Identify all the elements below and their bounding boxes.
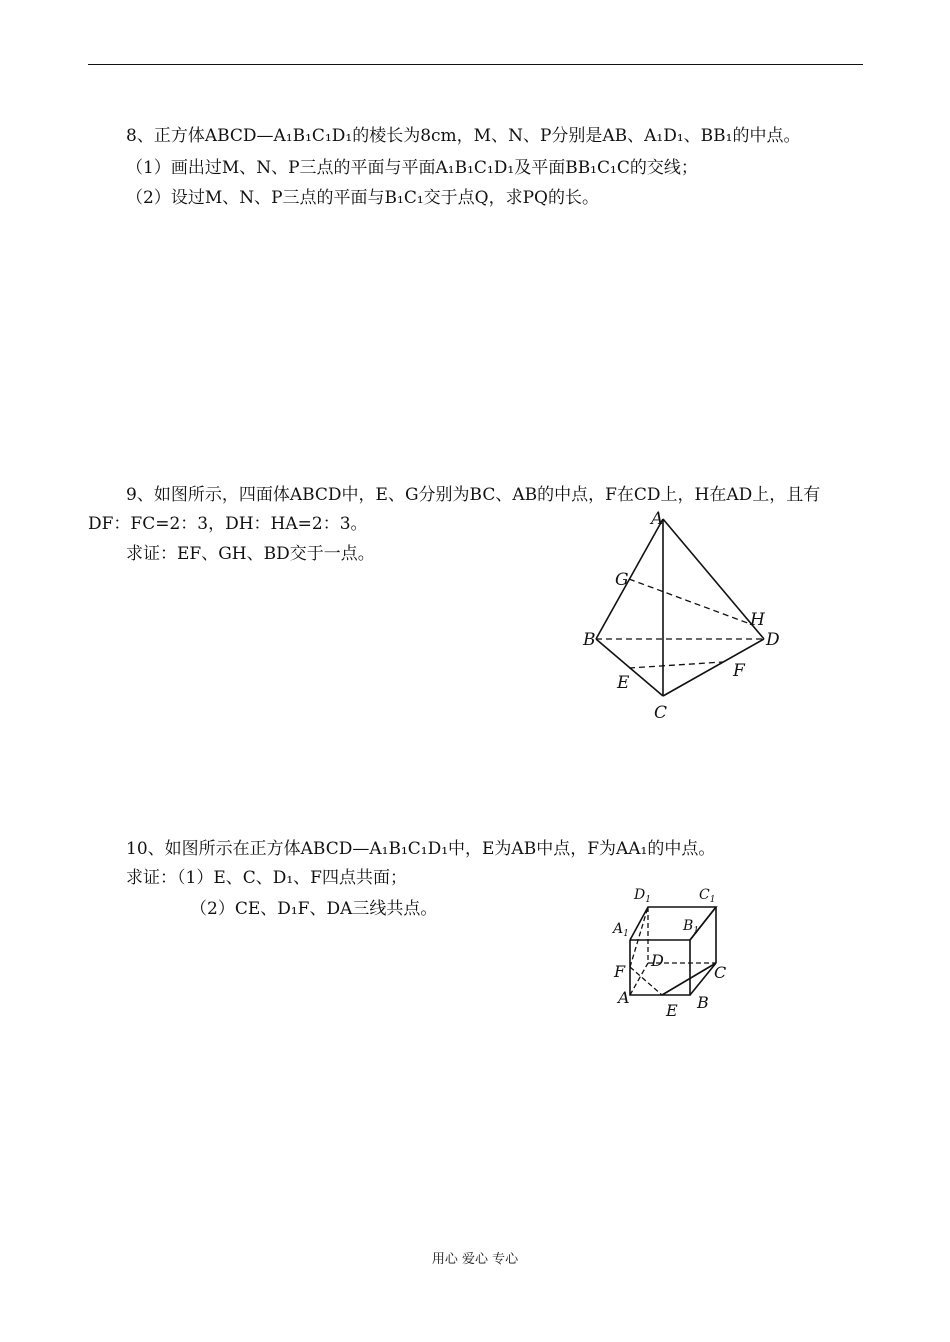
segment-FE bbox=[630, 967, 662, 995]
problem-10-part-2: （2）CE、D₁F、DA三线共点。 bbox=[190, 899, 438, 919]
label-F: F bbox=[614, 962, 626, 981]
label-A1: $A_1$ bbox=[613, 921, 629, 939]
label-A: A bbox=[651, 509, 664, 529]
problem-9-prove: 求证：EF、GH、BD交于一点。 bbox=[126, 544, 375, 564]
label-G: G bbox=[615, 570, 629, 590]
label-C: C bbox=[714, 963, 727, 982]
problem-8-part-2: （2）设过M、N、P三点的平面与B₁C₁交于点Q，求PQ的长。 bbox=[126, 188, 599, 208]
label-E: E bbox=[666, 1001, 678, 1020]
label-E: E bbox=[617, 673, 630, 693]
label-D: D bbox=[651, 951, 664, 970]
label-D1: $D_1$ bbox=[634, 887, 651, 905]
segment-EC bbox=[662, 963, 716, 995]
problem-8-statement: 8、正方体ABCD—A₁B₁C₁D₁的棱长为8cm，M、N、P分别是AB、A₁D₁、BB₁的中点。 bbox=[126, 126, 801, 146]
problem-10-statement: 10、如图所示在正方体ABCD—A₁B₁C₁D₁中，E为AB中点，F为AA₁的中点。 bbox=[126, 839, 716, 859]
label-C: C bbox=[654, 703, 668, 723]
edge-BC bbox=[690, 963, 716, 995]
problem-10-part-1: 求证：（1）E、C、D₁、F四点共面； bbox=[126, 868, 407, 888]
problem-8-part-1: （1）画出过M、N、P三点的平面与平面A₁B₁C₁D₁及平面BB₁C₁C的交线； bbox=[126, 158, 698, 178]
problem-9-ratios: DF：FC=2：3，DH：HA=2：3。 bbox=[88, 514, 368, 534]
problem-9-statement: 9、如图所示，四面体ABCD中，E、G分别为BC、AB的中点，F在CD上，H在AD上，且有 bbox=[126, 485, 821, 505]
label-B1: $B_1$ bbox=[683, 918, 700, 936]
label-A: A bbox=[618, 988, 630, 1007]
label-D: D bbox=[766, 630, 780, 650]
label-B: B bbox=[697, 993, 709, 1012]
label-H: H bbox=[750, 610, 765, 630]
page-footer: 用心 爱心 专心 bbox=[431, 1252, 519, 1267]
label-B: B bbox=[583, 630, 596, 650]
segment-FD1 bbox=[630, 907, 648, 967]
label-F: F bbox=[733, 661, 745, 681]
edge-AD bbox=[630, 963, 648, 995]
label-C1: $C_1$ bbox=[699, 887, 716, 905]
